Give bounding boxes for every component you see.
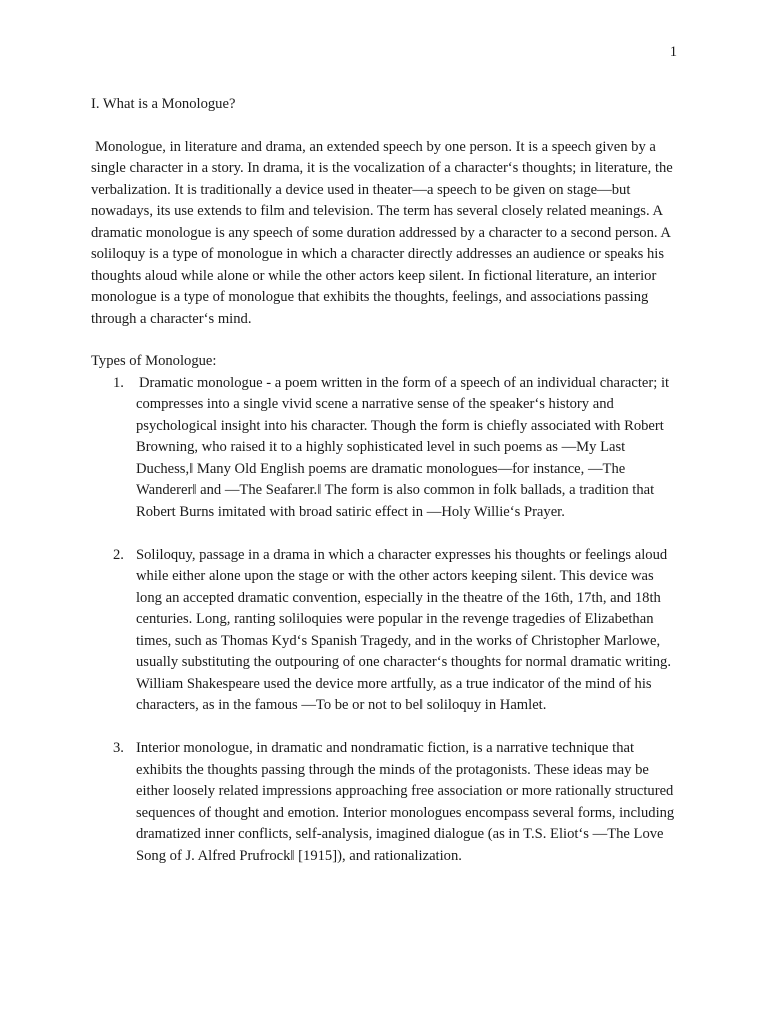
section-heading: I. What is a Monologue? <box>91 96 236 112</box>
list-item-text: Dramatic monologue - a poem written in the form of a speech of an individual character; it compresses into a single vivid scene a narrative sense of the speaker‘s history and psychological insight into his character. Though the form is chiefly associated with Robert Browning, who raised it to a highly sophisticated level in such poems as ―My Last Duchess,‖ Many Old English poems are dramatic monologues—for instance, ―The Wanderer‖ and ―The Seafarer.‖ The form is also common in folk ballads, a tradition that Robert Burns imitated with broad satiric effect in ―Holy Willie‘s Prayer. <box>136 374 670 520</box>
list-item-interior-monologue <box>91 738 681 867</box>
list-item-number: 2. <box>113 546 124 563</box>
page-number: 1 <box>669 44 677 60</box>
list-item-number: 3. <box>113 740 124 756</box>
list-item-dramatic-monologue <box>91 373 681 524</box>
intro-paragraph: Monologue, in literature and drama, an extended speech by one person. It is a speech given by a single character in a story. In drama, it is the vocalization of a character‘s thoughts; in literature, the verbalization. It is traditionally a device used in theater—a speech to be given on stage—but nowadays, its use extends to film and television. The term has several closely related meanings. A dramatic monologue is any speech of some duration addressed by a character to a second person. A soliloquy is a type of monologue in which a character directly addresses an audience or speaks his thoughts aloud while alone or while the other actors keep silent. In fictional literature, an interior monologue is a type of monologue that exhibits the thoughts, feelings, and associations passing through a character‘s mind. <box>91 138 673 327</box>
types-list <box>91 373 681 868</box>
list-item-text: Interior monologue, in dramatic and nondramatic fiction, is a narrative technique that exhibits the thoughts passing through the minds of the protagonists. These ideas may be either loosely related impressions approaching free association or more rationally structured sequences of thought and emotion. Interior monologues encompass several forms, including dramatized inner conflicts, self-analysis, imagined dialogue (as in T.S. Eliot‘s ―The Love Song of J. Alfred Prufrock‖ [1915]), and rationalization. <box>136 740 675 864</box>
list-item-number: 1. <box>113 374 124 391</box>
list-item-text: Soliloquy, passage in a drama in which a character expresses his thoughts or feelings aloud while either alone upon the stage or with the other actors keeping silent. This device was long an accepted dramatic convention, especially in the theatre of the 16th, 17th, and 18th centuries. Long, ranting soliloquies were popular in the revenge tragedies of Elizabethan times, such as Thomas Kyd‘s Spanish Tragedy, and in the works of Christopher Marlowe, usually substituting the outpouring of one character‘s thoughts for normal dramatic writing. William Shakespeare used the device more artfully, as a true indicator of the mind of his characters, as in the famous ―To be or not to be‖ soliloquy in Hamlet. <box>136 546 671 713</box>
types-label: Types of Monologue: <box>91 353 217 369</box>
list-item-soliloquy <box>91 545 681 717</box>
document-body <box>91 94 681 867</box>
